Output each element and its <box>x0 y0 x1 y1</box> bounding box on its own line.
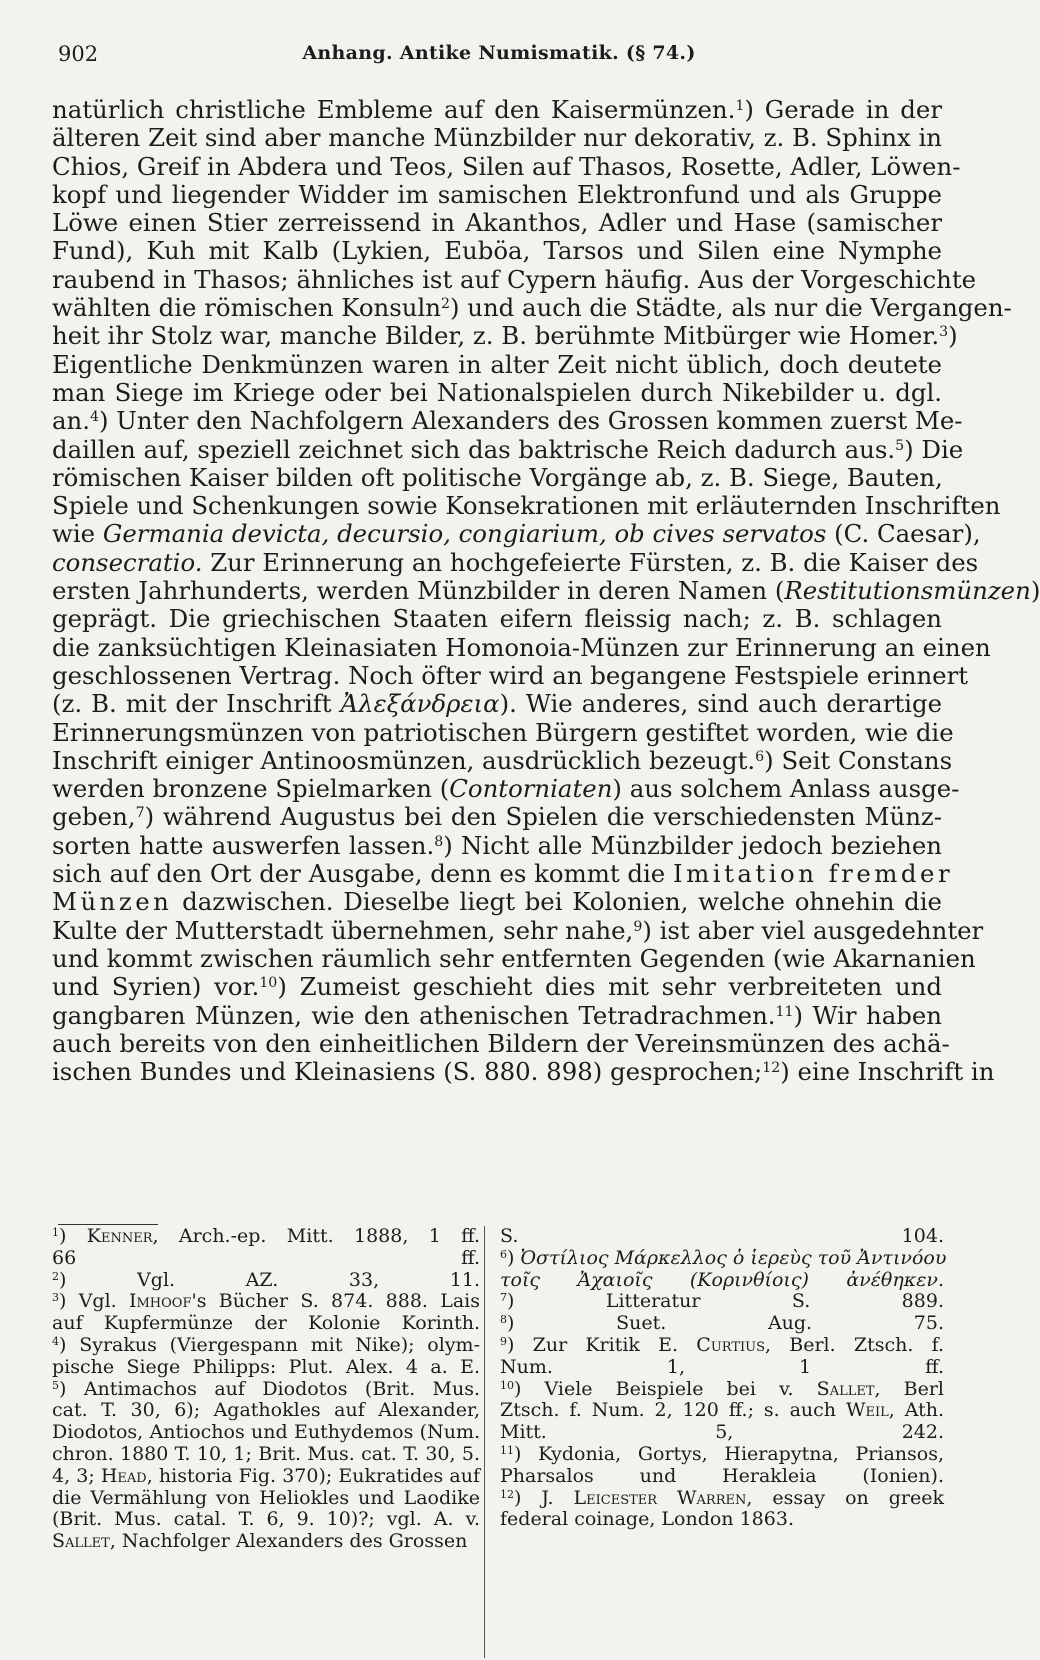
footnote-line <box>500 1509 944 1531</box>
footnote-marker: 10 <box>259 975 278 992</box>
text-line <box>52 774 960 804</box>
text-line <box>52 915 984 945</box>
text-run: ) <box>59 1225 87 1247</box>
footnote-line <box>52 1270 480 1292</box>
text-line <box>52 803 942 831</box>
page-header <box>58 42 940 82</box>
text-line <box>52 973 942 1001</box>
footnote-line <box>500 1226 944 1248</box>
text-run: τοῖς Ἀχαιοῖς (Κορινθίοις) ἀνέθηκεν. <box>500 1268 944 1291</box>
text-run: ) Nicht alle Münzbilder jedoch beziehen <box>443 830 942 860</box>
text-run: geben, <box>52 802 136 832</box>
footnote-marker: 5 <box>52 1378 60 1392</box>
text-run: und Syrien) vor. <box>52 972 260 1002</box>
footnote-marker: 7 <box>500 1291 508 1305</box>
text-line <box>52 632 991 662</box>
text-run: ) ist aber viel ausgedehnter <box>642 915 984 945</box>
text-run: Kulte der Mutterstadt übernehmen, sehr nahe, <box>52 915 634 945</box>
text-line <box>52 519 981 549</box>
text-run: ) und auch die Städte, als nur die Vergangen- <box>449 293 1012 323</box>
footnote-line <box>500 1270 944 1292</box>
text-run: geprägt. Die griechischen Staaten eifern fleissig nach; z. B. schlagen <box>52 604 942 634</box>
text-line <box>52 379 942 407</box>
footnote-marker: 8 <box>500 1313 508 1327</box>
text-run: sich auf den Ort der Ausgabe, denn es kommt die <box>52 859 673 889</box>
text-run: ). Wie anderes, sind auch derartige <box>499 689 942 719</box>
text-line <box>52 547 979 577</box>
footnote-line <box>500 1291 944 1313</box>
text-run: S. 104. <box>500 1225 944 1247</box>
footnote-line <box>52 1509 480 1531</box>
footnote-column-divider <box>484 1226 485 1658</box>
text-run: Germania devicta, decursio, congiarium, ob cives servatos <box>102 519 827 549</box>
text-run: ) Gerade in der <box>744 95 942 124</box>
text-run: daillen auf, speziell zeichnet sich das baktrische Reich dadurch aus. <box>52 434 896 464</box>
text-run: Curtius <box>696 1333 766 1356</box>
text-run: Erinnerungsmünzen von patriotischen Bürgern gestiftet worden, wie die <box>52 717 954 747</box>
text-run: Sallet <box>52 1530 110 1553</box>
text-run: Inschrift einiger Antinoosmünzen, ausdrücklich bezeugt. <box>52 745 756 775</box>
footnote-line <box>500 1400 944 1422</box>
footnote-line <box>52 1379 480 1401</box>
footnote-line <box>52 1248 480 1270</box>
footnote-marker: 11 <box>500 1443 515 1457</box>
footnote-marker: 2 <box>52 1269 60 1283</box>
text-run: Diodotos, Antiochos und Euthydemos (Num. <box>52 1421 480 1444</box>
text-run: Zur Erinnerung an hochgefeierte Fürsten, z. B. die Kaiser des <box>202 547 979 577</box>
text-run: 4, 3; <box>52 1464 101 1487</box>
text-run: consecratio. <box>52 547 203 577</box>
text-run: wie <box>52 519 103 549</box>
text-run: älteren Zeit sind aber manche Münzbilder nur dekorativ, z. B. Sphinx in <box>52 123 942 153</box>
footnote-line <box>52 1226 480 1248</box>
text-run: Chios, Greif in Abdera und Teos, Silen auf Thasos, Rosette, Adler, Löwen- <box>52 151 961 181</box>
footnote-line <box>52 1531 480 1553</box>
footnote-line <box>52 1313 480 1335</box>
footnote-marker: 9 <box>500 1334 508 1348</box>
footnote-line <box>500 1379 944 1401</box>
text-run: natürlich christliche Embleme auf den Kaisermünzen. <box>52 95 736 124</box>
text-run: , historia Fig. 370); Eukratides auf <box>146 1464 481 1487</box>
text-line <box>52 351 942 379</box>
text-line <box>52 181 942 209</box>
text-run: ) Wir haben <box>793 1000 942 1030</box>
footnote-marker: 4 <box>52 1334 60 1348</box>
footnote-line <box>500 1422 944 1444</box>
text-run: Ztsch. f. Num. 2, 120 ff.; s. auch <box>500 1399 846 1422</box>
text-run: 66 ff. <box>52 1246 480 1269</box>
footnote-marker: 11 <box>775 1003 794 1020</box>
footnotes-left-column <box>52 1226 480 1553</box>
footnote-line <box>52 1335 480 1357</box>
text-run: , Ath. <box>888 1399 944 1422</box>
text-run: , Nachfolger Alexanders des Grossen <box>109 1530 468 1553</box>
text-run: Restitutionsmünzen <box>784 576 1031 606</box>
footnote-marker: 6 <box>755 749 765 766</box>
text-line <box>52 464 942 492</box>
text-run: Head <box>100 1464 147 1487</box>
text-run: ) Viele Beispiele bei v. <box>514 1377 817 1400</box>
main-text-block <box>52 95 1040 1087</box>
text-run: Spiele und Schenkungen sowie Konsekrationen mit erläuternden Inschriften <box>52 491 1001 521</box>
text-line <box>52 943 976 973</box>
text-line <box>52 264 977 294</box>
text-run: geschlossenen Vertrag. Noch öfter wird an begangene Festspiele erinnert <box>52 660 969 690</box>
text-line <box>52 717 954 747</box>
text-line <box>52 745 953 775</box>
text-run: Imitation fremder <box>673 859 954 889</box>
text-run: 's Bücher S. 874. 888. Lais <box>191 1290 480 1313</box>
page-number: 902 <box>58 42 99 66</box>
footnote-marker: 3 <box>939 324 949 341</box>
text-line <box>52 491 1001 521</box>
text-run: ) <box>1030 576 1040 606</box>
footnote-line <box>500 1246 947 1270</box>
text-line <box>52 660 969 690</box>
text-run: cat. T. 30, 6); Agathokles auf Alexander, <box>52 1399 480 1422</box>
footnote-line <box>500 1313 944 1335</box>
text-line <box>52 576 1040 606</box>
text-run: ) Seit Constans <box>764 745 953 775</box>
text-run: ) Vgl. AZ. 33, 11. <box>59 1268 480 1291</box>
footnote-marker: 12 <box>500 1487 515 1501</box>
footnote-line <box>52 1466 480 1488</box>
text-run: und kommt zwischen räumlich sehr entfernten Gegenden (wie Akarnanien <box>52 943 976 973</box>
text-run: Mitt. 5, 242. <box>500 1421 944 1444</box>
text-line <box>52 406 963 436</box>
text-run: (Brit. Mus. catal. T. 6, 9. 10)?; vgl. A. v. <box>52 1508 480 1531</box>
text-run: sorten hatte auswerfen lassen. <box>52 830 435 860</box>
text-run: (C. Caesar), <box>826 519 981 549</box>
text-run: Ὀστίλιος Μάρκελλος ὁ ἱερεὺς τοῦ Ἀντινόου <box>520 1246 947 1269</box>
text-line <box>52 888 942 916</box>
text-run: die zanksüchtigen Kleinasiaten Homonoia-Münzen zur Erinnerung an einen <box>52 632 991 662</box>
text-line <box>52 151 961 181</box>
running-title: Anhang. Antike Numismatik. (§ 74.) <box>302 42 696 64</box>
footnote-marker: 7 <box>135 805 145 822</box>
footnote-line <box>52 1444 480 1466</box>
text-run: federal coinage, London 1863. <box>500 1508 794 1531</box>
text-run: (z. B. mit der Inschrift <box>52 689 341 719</box>
text-run: kopf und liegender Widder im samischen Elektronfund und als Gruppe <box>52 179 942 209</box>
footnotes-right-column <box>500 1225 947 1531</box>
text-run: ) Unter den Nachfolgern Alexanders des Grossen kommen zuerst Me- <box>99 406 963 436</box>
footnote-line <box>500 1357 944 1379</box>
text-run: ) Antimachos auf Diodotos (Brit. Mus. <box>59 1377 480 1400</box>
text-line <box>52 1057 995 1087</box>
text-line <box>52 124 942 152</box>
footnote-line <box>52 1400 480 1422</box>
text-run: Löwe einen Stier zerreissend in Akanthos, Adler und Hase (samischer <box>52 208 942 238</box>
text-run: gangbaren Münzen, wie den athenischen Tetradrachmen. <box>52 1000 776 1030</box>
text-run: ) Vgl. <box>59 1290 129 1313</box>
footnote-line <box>52 1422 480 1444</box>
footnote-marker: 1 <box>735 98 745 115</box>
text-run: Weil <box>845 1399 889 1422</box>
text-run: römischen Kaiser bilden oft politische Vorgänge ab, z. B. Siege, Bauten, <box>52 462 943 492</box>
text-line <box>52 237 942 265</box>
text-run: die Vermählung von Heliokles und Laodike <box>52 1486 480 1509</box>
text-line <box>52 321 958 351</box>
text-run: man Siege im Kriege oder bei Nationalspielen durch Nikebilder u. dgl. <box>52 377 942 407</box>
text-run: Fund), Kuh mit Kalb (Lykien, Euböa, Tarsos und Silen eine Nymphe <box>52 236 942 266</box>
text-line <box>52 209 942 237</box>
text-run: Num. 1, 1 ff. <box>500 1355 944 1378</box>
text-run: ischen Bundes und Kleinasiens (S. 880. 898) gesprochen; <box>52 1057 763 1087</box>
text-run: raubend in Thasos; ähnliches ist auf Cypern häufig. Aus der Vorgeschichte <box>52 264 977 294</box>
footnote-line <box>52 1291 480 1313</box>
text-run: Münzen <box>52 887 173 917</box>
text-line <box>52 1002 942 1030</box>
text-run: ) Zur Kritik E. <box>507 1333 697 1356</box>
text-run: Pharsalos und Herakleia (Ionien). <box>500 1464 944 1487</box>
text-run: dazwischen. Dieselbe liegt bei Kolonien, welche ohnehin die <box>172 887 942 917</box>
text-run: Sallet <box>816 1377 875 1400</box>
text-run: Eigentliche Denkmünzen waren in alter Zeit nicht üblich, doch deutete <box>52 349 942 379</box>
footnote-line <box>500 1488 944 1510</box>
text-run: wählten die römischen Konsuln <box>52 293 441 323</box>
footnote-line <box>500 1444 944 1466</box>
text-line <box>52 434 964 464</box>
text-line <box>52 832 942 860</box>
text-run: Contorniaten <box>449 774 613 804</box>
text-line <box>52 1028 950 1058</box>
text-run: heit ihr Stolz war, manche Bilder, z. B. berühmte Mitbürger wie Homer. <box>52 321 940 351</box>
footnote-marker: 3 <box>52 1291 60 1305</box>
footnote-marker: 8 <box>434 833 444 850</box>
text-run: Leicester Warren <box>573 1486 747 1509</box>
footnote-marker: 5 <box>895 437 905 454</box>
footnote-marker: 6 <box>500 1247 508 1261</box>
text-run: , essay on greek <box>746 1486 944 1509</box>
text-run: ) Suet. Aug. 75. <box>507 1312 944 1335</box>
footnote-marker: 2 <box>440 296 450 313</box>
footnote-marker: 4 <box>90 409 100 426</box>
text-run: ) Zumeist geschieht dies mit sehr verbreiteten und <box>277 972 943 1002</box>
text-line <box>52 293 1012 323</box>
text-run: chron. 1880 T. 10, 1; Brit. Mus. cat. T. 30, 5. <box>52 1442 480 1465</box>
footnote-line <box>52 1357 480 1379</box>
text-run: ) aus solchem Anlass ausge- <box>612 774 960 804</box>
text-run: , Berl <box>874 1377 944 1400</box>
text-run: auch bereits von den einheitlichen Bildern der Vereinsmünzen des achä- <box>52 1028 950 1058</box>
text-run: ) Litteratur S. 889. <box>507 1290 944 1313</box>
text-line <box>52 690 942 718</box>
text-run: Ἀλεξάνδρεια <box>340 689 500 719</box>
text-run: Imhoof <box>128 1290 192 1313</box>
text-run: ) Syrakus (Viergespann mit Nike); olym- <box>59 1333 480 1356</box>
text-run: , Arch.-ep. Mitt. 1888, 1 ff. <box>152 1225 481 1247</box>
footnote-line <box>500 1466 944 1488</box>
text-run: ) J. <box>514 1486 574 1509</box>
text-line <box>52 859 954 889</box>
footnote-line <box>500 1335 944 1357</box>
text-run: ) eine Inschrift in <box>780 1057 995 1087</box>
text-line <box>52 96 942 124</box>
text-run: ) während Augustus bei den Spielen die verschiedensten Münz- <box>144 802 942 832</box>
footnote-marker: 10 <box>500 1378 515 1392</box>
footnote-marker: 9 <box>633 918 643 935</box>
text-run: werden bronzene Spielmarken ( <box>52 774 450 804</box>
text-run: pische Siege Philipps: Plut. Alex. 4 a. E. <box>52 1355 480 1378</box>
text-line <box>52 605 942 633</box>
text-run: auf Kupfermünze der Kolonie Korinth. <box>52 1312 480 1335</box>
text-run: ) <box>507 1246 521 1269</box>
text-run: ) Kydonia, Gortys, Hierapytna, Priansos, <box>514 1442 944 1465</box>
text-run: , Berl. Ztsch. f. <box>765 1333 944 1356</box>
text-run: an. <box>52 406 91 436</box>
footnote-marker: 1 <box>52 1225 60 1239</box>
text-run: Kenner <box>86 1225 153 1247</box>
footnote-line <box>52 1488 480 1510</box>
text-run: ersten Jahrhunderts, werden Münzbilder in deren Namen ( <box>52 576 785 606</box>
text-run: ) <box>948 321 958 351</box>
footnote-marker: 12 <box>762 1060 781 1077</box>
text-run: ) Die <box>904 434 964 464</box>
